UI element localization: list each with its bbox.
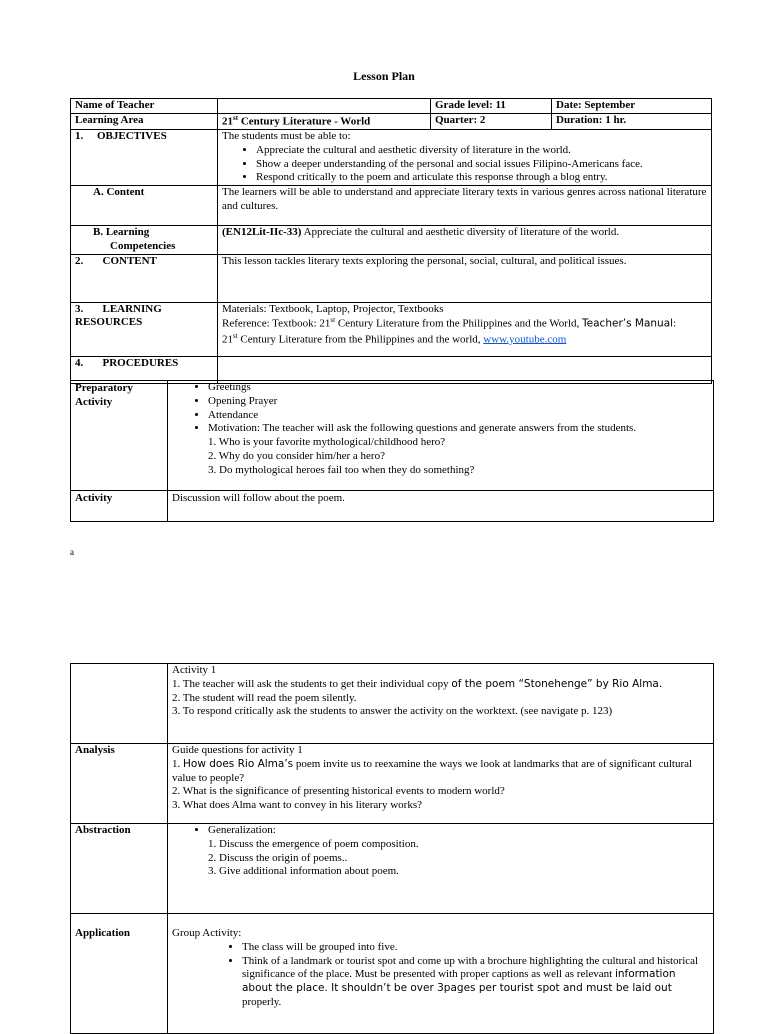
analysis-q1-lead: How does Rio Alma’s: [183, 757, 294, 770]
application-bullet-text-end: properly.: [242, 995, 282, 1008]
preparatory-item: • Attendance: [208, 409, 709, 423]
lesson-plan-header-table: [70, 98, 712, 384]
preparatory-list: [172, 381, 709, 436]
competencies-label: [71, 226, 218, 255]
analysis-q1-rest: poem invite us to reexamine the ways we look at landmarks that are of significant cultural value to people?: [172, 757, 693, 784]
preparatory-item: • Greetings: [208, 381, 709, 395]
abstraction-item: 1. Discuss the emergence of poem composition.: [208, 837, 419, 850]
abstraction-label: Abstraction: [71, 824, 168, 914]
activity1-heading: Activity 1: [172, 664, 217, 676]
competencies-label-line2: Competencies: [110, 239, 176, 252]
activity-text: Discussion will follow about the poem.: [168, 491, 714, 522]
materials: Materials: Textbook, Laptop, Projector, Textbooks: [222, 302, 444, 315]
motivation-question: 2. Why do you consider him/her a hero?: [208, 449, 385, 462]
resources-label-line1: 3. LEARNING: [75, 302, 162, 315]
application-bullet: [242, 955, 709, 1010]
motivation-question: 3. Do mythological heroes fail too when they do something?: [208, 463, 475, 476]
objectives-cell: [218, 130, 712, 186]
objectives-intro: The students must be able to:: [222, 130, 351, 143]
stray-character: a: [70, 547, 74, 557]
teacher-label: Name of Teacher: [71, 99, 218, 114]
competency-code: (EN12Lit-IIc-33): [222, 226, 302, 239]
application-list: [172, 941, 709, 1010]
learning-area-label: Learning Area: [71, 113, 218, 129]
analysis-question-1: [172, 758, 709, 786]
youtube-link[interactable]: www.youtube.com: [483, 333, 567, 346]
content-a-text: The learners will be able to understand and appreciate literary texts in various genres across national literature and cultures.: [218, 186, 712, 226]
abstraction-list: [172, 824, 709, 838]
objectives-label: 1. OBJECTIVES: [71, 130, 218, 186]
procedures-label: 4. PROCEDURES: [71, 356, 218, 383]
activity1-step-3: 3. To respond critically ask the students to answer the activity on the worktext. (see navigate p. 123): [172, 705, 613, 718]
date: Date: September: [552, 99, 712, 114]
objective-item: • Show a deeper understanding of the personal and social issues Filipino-Americans face.: [256, 158, 707, 172]
abstraction-bullet: • Generalization:: [208, 824, 709, 838]
activity1-step-2: 2. The student will read the poem silently.: [172, 691, 357, 704]
motivation-questions: [172, 436, 709, 477]
abstraction-items: [172, 838, 709, 879]
page-title: Lesson Plan: [353, 69, 415, 83]
preparatory-item: • Motivation: The teacher will ask the following questions and generate answers from the students.: [208, 422, 709, 436]
preparatory-item: • Opening Prayer: [208, 395, 709, 409]
content-a-label: A. Content: [71, 186, 218, 226]
grade-level: Grade level: 11: [431, 99, 552, 114]
competency-text: Appreciate the cultural and aesthetic diversity of literature of the world.: [301, 226, 620, 239]
activity-label: Activity: [71, 491, 168, 522]
preparatory-label-line2: Activity: [75, 395, 113, 408]
analysis-question-2: 2. What is the significance of presenting historical events to modern world?: [172, 785, 505, 798]
activity1-cell: [168, 664, 714, 744]
reference: Reference: Textbook: 21st Century Literature from the Philippines and the World, Teacher’s Manual:: [222, 316, 677, 331]
competencies-cell: [218, 226, 712, 255]
teacher-value: [218, 99, 431, 114]
procedures-table-continued: [70, 663, 714, 1034]
analysis-question-3: 3. What does Alma want to convey in his literary works?: [172, 799, 422, 811]
analysis-heading: Guide questions for activity 1: [172, 744, 303, 756]
procedures-table: [70, 380, 714, 522]
objectives-list: [222, 144, 707, 185]
activity1-poem-title: of the poem “Stonehenge” by Rio Alma.: [451, 677, 663, 690]
abstraction-item: 3. Give additional information about poem.: [208, 865, 399, 878]
analysis-cell: [168, 744, 714, 824]
activity1-step-1-text: 1. The teacher will ask the students to get their individual copy: [172, 677, 452, 690]
objective-item: • Appreciate the cultural and aesthetic diversity of literature in the world.: [256, 144, 707, 158]
quarter: Quarter: 2: [431, 113, 552, 129]
reference-line-2: 21st Century Literature from the Philippines and the world, www.youtube.com: [222, 331, 567, 346]
content-2-label: 2. CONTENT: [71, 254, 218, 302]
application-label: Application: [71, 914, 168, 1034]
content-2-text: This lesson tackles literary texts exploring the personal, social, cultural, and political issues.: [218, 254, 712, 302]
resources-label-line2: RESOURCES: [75, 316, 143, 329]
application-bullet-text-alt: information about the place. It shouldn’t be over 3pages per tourist spot and must be laid out: [242, 968, 676, 994]
preparatory-label-line1: Preparatory: [75, 382, 133, 394]
resources-cell: [218, 302, 712, 356]
activity1-label: [71, 664, 168, 744]
learning-area-value: 21st Century Literature - World: [218, 113, 431, 129]
duration: Duration: 1 hr.: [552, 113, 712, 129]
application-bullet-text: Think of a landmark or tourist spot and come up with a brochure highlighting the cultural and historical significance of the place. Must be presented with proper captions as well as relevant: [242, 954, 699, 981]
resources-label: [71, 302, 218, 356]
competencies-label-line1: B. Learning: [93, 226, 150, 239]
application-heading: Group Activity:: [172, 927, 242, 939]
analysis-q1-number: 1.: [172, 757, 183, 770]
preparatory-label: [71, 381, 168, 491]
application-cell: [168, 914, 714, 1034]
motivation-question: 1. Who is your favorite mythological/childhood hero?: [208, 436, 446, 448]
abstraction-item: 2. Discuss the origin of poems..: [208, 851, 348, 864]
application-bullet: • The class will be grouped into five.: [242, 941, 709, 955]
abstraction-cell: [168, 824, 714, 914]
analysis-label: Analysis: [71, 744, 168, 824]
preparatory-cell: [168, 381, 714, 491]
objective-item: • Respond critically to the poem and articulate this response through a blog entry.: [256, 171, 707, 185]
activity1-step-1: [172, 678, 709, 692]
